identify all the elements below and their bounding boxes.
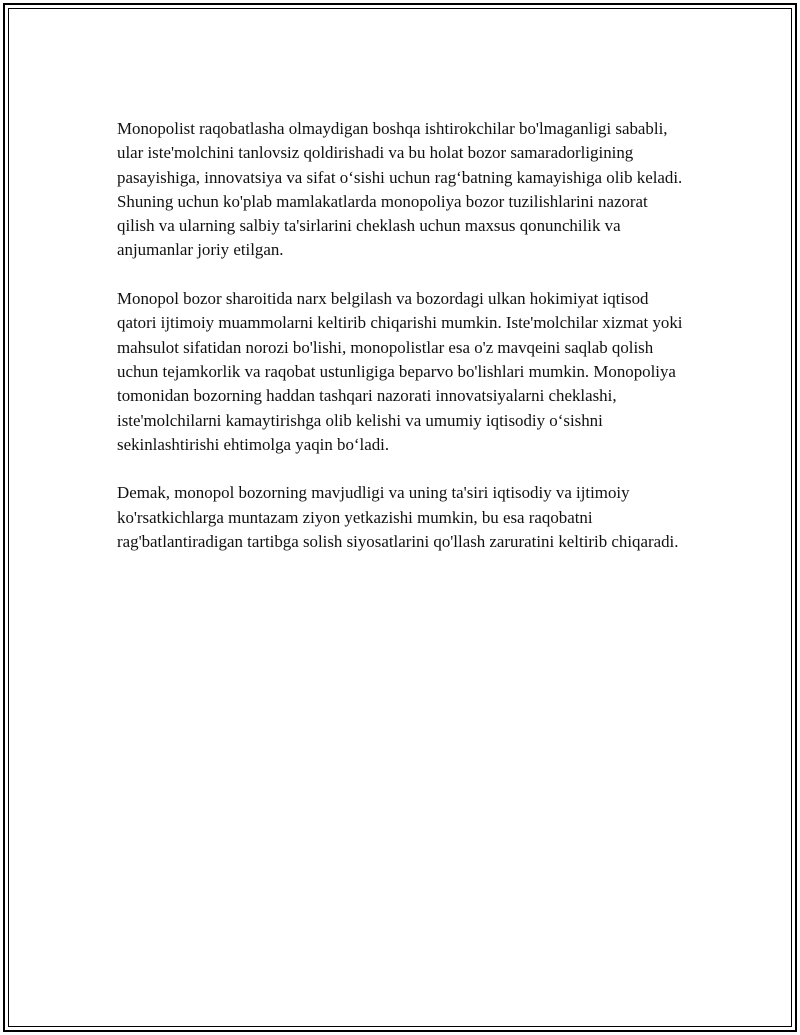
paragraph-3: Demak, monopol bozorning mavjudligi va uning ta'siri iqtisodiy va ijtimoiy ko'rsatkichlarga muntazam ziyon yetkazishi mumkin, bu esa raqobatni rag'batlantiradigan tartibga solish siyosatlarini qo'llash zaruratini keltirib chiqaradi. <box>117 483 679 552</box>
paragraph-2: Monopol bozor sharoitida narx belgilash va bozordagi ulkan hokimiyat iqtisod qatori ijtimoiy muammolarni keltirib chiqarishi mumkin. Iste'molchilar xizmat yoki mahsulot sifatidan norozi bo'lishi, monopolistlar esa o'z mavqeini saqlab qolish uchun tejamkorlik va raqobat ustunligiga beparvo bo'lishlari mumkin. Monopoliya tomonidan bozorning haddan tashqari nazorati innovatsiyalarni cheklashi, iste'molchilarni kamaytirishga olib kelishi va umumiy iqtisodiy o‘sishni sekinlashtirishi ehtimolga yaqin bo‘ladi. <box>117 289 683 454</box>
paragraph-1: Monopolist raqobatlasha olmaydigan boshqa ishtirokchilar bo'lmaganligi sababli, ular iste'molchini tanlovsiz qoldirishadi va bu holat bozor samaradorligining pasayishiga, innovatsiya va sifat o‘sishi uchun rag‘batning kamayishiga olib keladi. Shuning uchun ko'plab mamlakatlarda monopoliya bozor tuzilishlarini nazorat qilish va ularning salbiy ta'sirlarini cheklash uchun maxsus qonunchilik va anjumanlar joriy etilgan. <box>117 119 683 260</box>
document-body <box>117 117 683 579</box>
